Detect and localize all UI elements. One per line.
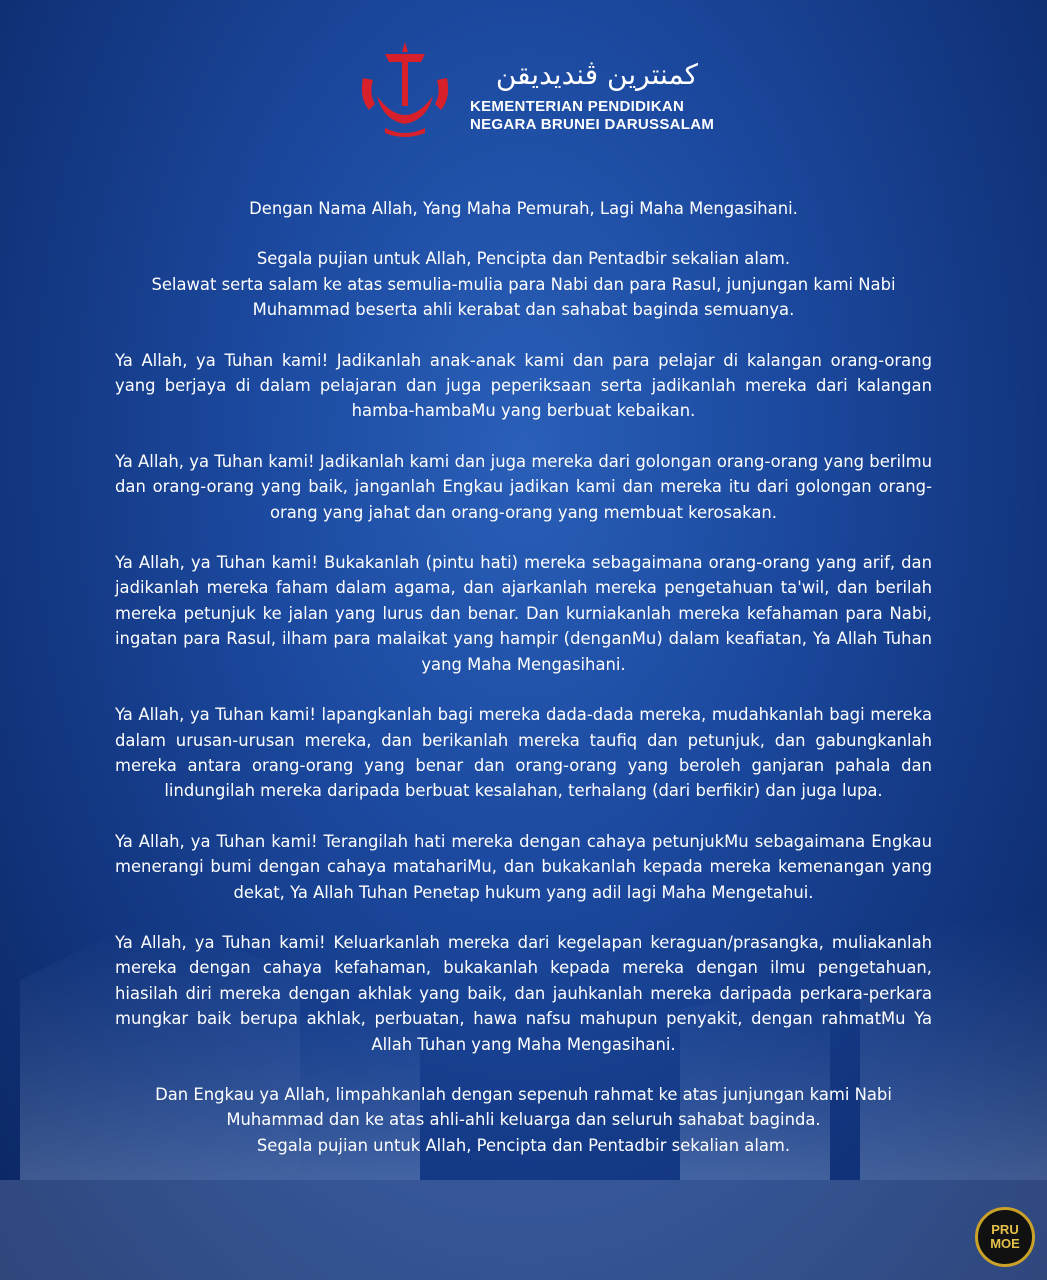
brunei-crest-icon bbox=[355, 38, 455, 138]
badge-line2: MOE bbox=[990, 1236, 1020, 1251]
ministry-name-line2: NEGARA BRUNEI DARUSSALAM bbox=[470, 116, 715, 133]
prayer-paragraph-3: Ya Allah, ya Tuhan kami! Bukakanlah (pintu hati) mereka sebagaimana orang-orang yang arif, dan jadikanlah mereka faham dalam agama, dan ajarkanlah mereka pengetahuan ta'wil, dan berilah mereka petunjuk ke jalan yang lurus dan benar. Dan kurniakanlah mereka kefahaman para Nabi, ingatan para Rasul, ilham para malaikat yang hampir (denganMu) dalam keafiatan, Ya Allah Tuhan yang Maha Mengasihani. bbox=[115, 553, 932, 674]
praise-block bbox=[115, 246, 932, 322]
closing-line1: Dan Engkau ya Allah, limpahkanlah dengan sepenuh rahmat ke atas junjungan kami Nabi Muhammad dan ke atas ahli-ahli keluarga dan seluruh sahabat baginda. bbox=[155, 1084, 892, 1130]
prayer-paragraph-2: Ya Allah, ya Tuhan kami! Jadikanlah kami dan juga mereka dari golongan orang-orang yang berilmu dan orang-orang yang baik, janganlah Engkau jadikan kami dan mereka itu dari golongan orang-orang yang jahat dan orang-orang yang membuat kerosakan. bbox=[115, 451, 932, 522]
praise-line2: Selawat serta salam ke atas semulia-mulia para Nabi dan para Rasul, junjungan kami Nabi Muhammad beserta ahli kerabat dan sahabat baginda semuanya. bbox=[151, 274, 896, 320]
closing-block bbox=[115, 1082, 932, 1158]
prayer-paragraph-1: Ya Allah, ya Tuhan kami! Jadikanlah anak-anak kami dan para pelajar di kalangan orang-orang yang berjaya di dalam pelajaran dan juga peperiksaan serta jadikanlah mereka dari kalangan hamba-hambaMu yang berbuat kebaikan. bbox=[115, 350, 932, 421]
closing-line2: Segala pujian untuk Allah, Pencipta dan Pentadbir sekalian alam. bbox=[256, 1135, 791, 1155]
prayer-text bbox=[115, 196, 932, 1183]
jawi-ministry-title: كمنترين ڤنديديقن bbox=[495, 58, 698, 91]
badge-line1: PRU bbox=[991, 1222, 1019, 1237]
pru-moe-badge bbox=[975, 1207, 1035, 1267]
ministry-name bbox=[470, 98, 714, 134]
opening-line: Dengan Nama Allah, Yang Maha Pemurah, Lagi Maha Mengasihani. bbox=[249, 199, 798, 218]
prayer-paragraph-4: Ya Allah, ya Tuhan kami! lapangkanlah bagi mereka dada-dada mereka, mudahkanlah bagi mereka dalam urusan-urusan mereka, dan berikanlah mereka taufiq dan petunjuk, dan gabungkanlah mereka antara orang-orang yang benar dan orang-orang yang beroleh ganjaran pahala dan lindungilah mereka daripada berbuat kesalahan, terhalang (dari berfikir) dan juga lupa. bbox=[115, 705, 932, 801]
prayer-paragraph-6: Ya Allah, ya Tuhan kami! Keluarkanlah mereka dari kegelapan keraguan/prasangka, muliakanlah mereka dengan cahaya kefahaman, bukakanlah kepada mereka dengan ilmu pengetahuan, hiasilah diri mereka dengan akhlak yang baik, dan jauhkanlah mereka daripada perkara-perkara mungkar baik berupa akhlak, perbuatan, hawa nafsu mahupun penyakit, dengan rahmatMu Ya Allah Tuhan yang Maha Mengasihani. bbox=[115, 932, 932, 1054]
ministry-name-line1: KEMENTERIAN PENDIDIKAN bbox=[470, 98, 685, 115]
prayer-paragraph-5: Ya Allah, ya Tuhan kami! Terangilah hati mereka dengan cahaya petunjukMu sebagaimana Engkau menerangi bumi dengan cahaya matahariMu, dan bukakanlah kepada mereka kemenangan yang dekat, Ya Allah Tuhan Penetap hukum yang adil lagi Maha Mengetahui. bbox=[115, 831, 932, 902]
praise-line1: Segala pujian untuk Allah, Pencipta dan Pentadbir sekalian alam. bbox=[256, 249, 791, 269]
